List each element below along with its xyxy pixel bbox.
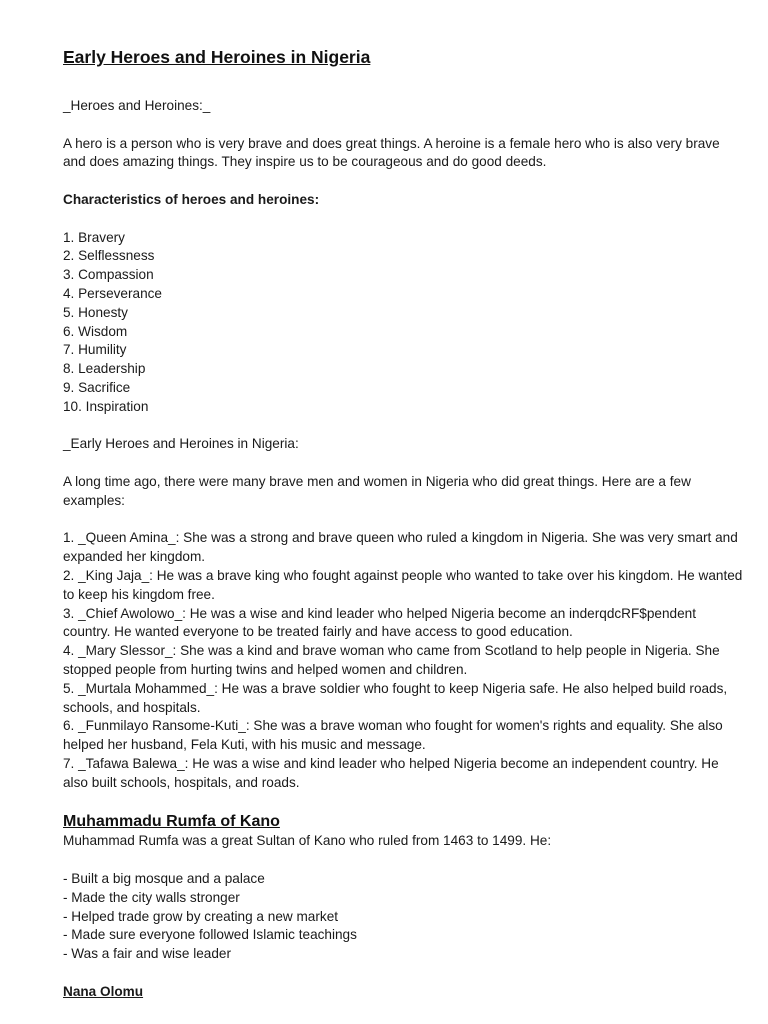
list-item: 1. Bravery	[63, 229, 125, 245]
spacer	[63, 172, 743, 191]
list-item: 5. Honesty	[63, 304, 128, 320]
list-item: 7. Humility	[63, 342, 127, 358]
document-title: Early Heroes and Heroines in Nigeria	[63, 47, 371, 67]
spacer	[63, 454, 743, 473]
nana-olomu-heading: Nana Olomu	[63, 983, 144, 999]
list-item: 4. _Mary Slessor_: She was a kind and brave woman who came from Scotland to help people in Nigeria. She stopped people from hurting twins and helped women and children.	[63, 643, 720, 677]
list-item: 2. Selflessness	[63, 248, 155, 264]
intro-paragraph: A hero is a person who is very brave and does great things. A heroine is a female hero who is also very brave and does amazing things. They inspire us to be courageous and do good deeds.	[63, 135, 720, 170]
spacer	[63, 417, 743, 436]
section2-intro: A long time ago, there were many brave men and women in Nigeria who did great things. Here are a few examples:	[63, 473, 691, 508]
list-item: 1. _Queen Amina_: She was a strong and brave queen who ruled a kingdom in Nigeria. She was very smart and expanded her kingdom.	[63, 530, 738, 565]
spacer	[63, 964, 743, 983]
list-item: - Helped trade grow by creating a new market	[63, 908, 339, 924]
list-item: 2. _King Jaja_: He was a brave king who fought against people who wanted to take over his kingdom. He wanted to keep his kingdom free.	[63, 567, 743, 602]
spacer	[63, 210, 743, 229]
list-item: 4. Perseverance	[63, 285, 162, 301]
spacer	[63, 68, 743, 97]
list-item: 3. _Chief Awolowo_: He was a wise and kind leader who helped Nigeria become an inderqdcRF$pendent country. He wanted everyone to be treated fairly and have access to good education.	[63, 605, 697, 640]
spacer	[63, 511, 743, 530]
list-item: - Built a big mosque and a palace	[63, 871, 265, 887]
list-item: - Made the city walls stronger	[63, 889, 240, 905]
characteristics-heading: Characteristics of heroes and heroines:	[63, 191, 320, 207]
list-item: - Made sure everyone followed Islamic teachings	[63, 927, 357, 943]
list-item: 3. Compassion	[63, 267, 154, 283]
spacer	[63, 116, 743, 135]
rumfa-heading: Muhammadu Rumfa of Kano	[63, 813, 280, 831]
list-item: 8. Leadership	[63, 361, 146, 377]
list-item: - Was a fair and wise leader	[63, 946, 231, 962]
list-item: 6. Wisdom	[63, 323, 128, 339]
rumfa-intro: Muhammad Rumfa was a great Sultan of Kano who ruled from 1463 to 1499. He:	[63, 833, 552, 849]
examples-list	[63, 529, 743, 792]
list-item: 9. Sacrifice	[63, 379, 131, 395]
list-item: 10. Inspiration	[63, 398, 149, 414]
rumfa-points-list	[63, 870, 743, 964]
list-item: 7. _Tafawa Balewa_: He was a wise and kind leader who helped Nigeria become an independent country. He also built schools, hospitals, and roads.	[63, 755, 719, 790]
document-page	[63, 46, 743, 1002]
spacer	[63, 792, 743, 812]
spacer	[63, 851, 743, 870]
characteristics-list	[63, 229, 743, 417]
list-item: 6. _Funmilayo Ransome-Kuti_: She was a brave woman who fought for women's rights and equality. She also helped her husband, Fela Kuti, with his music and message.	[63, 718, 723, 753]
section-heading-early-heroes: _Early Heroes and Heroines in Nigeria:	[63, 436, 299, 452]
list-item: 5. _Murtala Mohammed_: He was a brave soldier who fought to keep Nigeria safe. He also helped build roads, schools, and hospitals.	[63, 680, 728, 715]
section-heading-heroes: _Heroes and Heroines:_	[63, 98, 211, 113]
